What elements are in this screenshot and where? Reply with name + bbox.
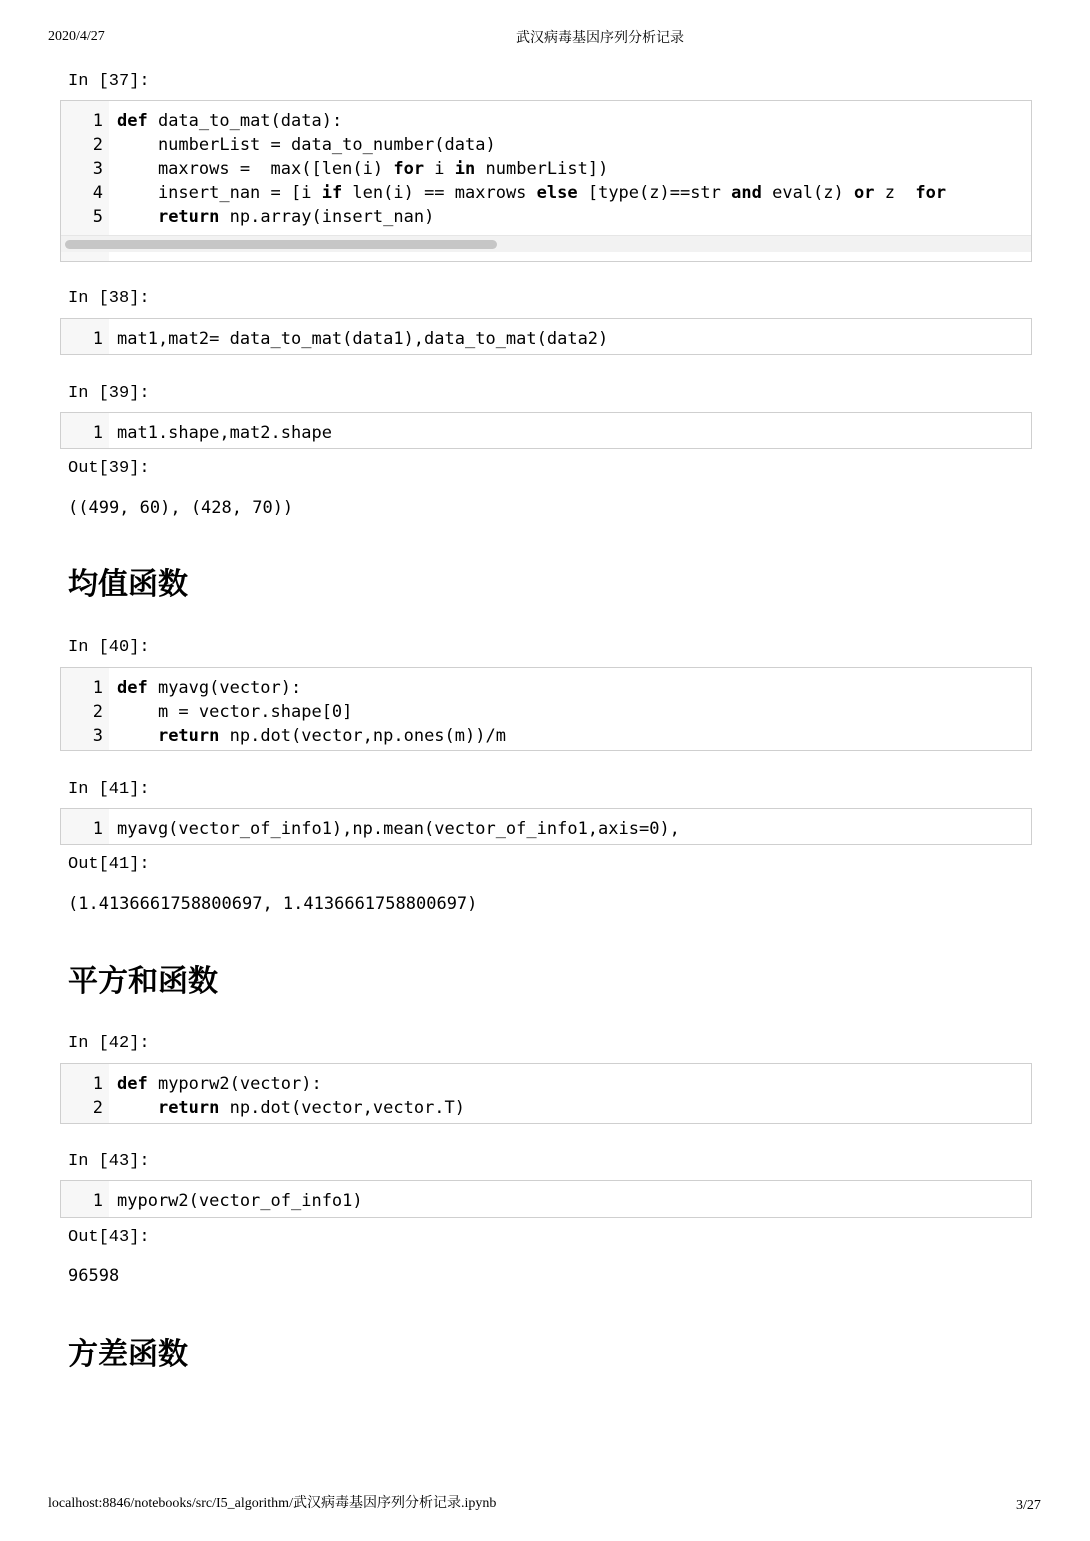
input-prompt-41: In [41]: — [68, 780, 150, 799]
code-editor[interactable] — [109, 1064, 1031, 1123]
code-keyword: def — [117, 1074, 148, 1094]
code-keyword: else — [536, 183, 578, 203]
section-heading-mean: 均值函数 — [68, 567, 188, 602]
code-text: z — [874, 183, 916, 203]
code-cell-39[interactable] — [60, 412, 1032, 449]
code-keyword: def — [117, 678, 148, 698]
code-text: maxrows = max([len(i) — [117, 159, 394, 179]
code-editor[interactable] — [109, 413, 1031, 448]
output-prompt-39: Out[39]: — [68, 459, 150, 478]
code-text — [117, 207, 158, 227]
code-line[interactable] — [117, 1096, 465, 1120]
code-keyword: for — [915, 183, 947, 203]
line-number: 2 — [92, 135, 103, 155]
line-number-gutter — [61, 319, 110, 354]
line-number-gutter — [61, 668, 110, 750]
footer-url: localhost:8846/notebooks/src/I5_algorithm/武汉病毒基因序列分析记录.ipynb — [48, 1496, 497, 1511]
code-cell-42[interactable] — [60, 1063, 1032, 1124]
code-line[interactable] — [117, 133, 496, 157]
line-number: 5 — [92, 207, 103, 227]
scrollbar-thumb[interactable] — [65, 240, 497, 249]
line-number: 4 — [92, 183, 103, 203]
code-editor[interactable] — [109, 319, 1031, 354]
code-text: np.dot(vector,vector.T) — [219, 1098, 466, 1118]
page-number: 3/27 — [1016, 1498, 1041, 1513]
line-number: 1 — [92, 1074, 103, 1094]
code-line[interactable] — [117, 327, 608, 351]
section-heading-sum-of-squares: 平方和函数 — [68, 964, 218, 999]
code-text: i — [424, 159, 455, 179]
line-number: 1 — [92, 678, 103, 698]
code-line[interactable] — [117, 676, 301, 700]
line-number: 1 — [92, 819, 103, 839]
input-prompt-37: In [37]: — [68, 72, 150, 91]
output-prompt-41: Out[41]: — [68, 855, 150, 874]
code-text: len(i) == maxrows — [342, 183, 537, 203]
code-keyword: or — [853, 183, 875, 203]
line-number-gutter — [61, 809, 110, 844]
line-number: 2 — [92, 1098, 103, 1118]
code-cell-38[interactable] — [60, 318, 1032, 355]
code-text — [117, 1098, 158, 1118]
code-text: myavg(vector_of_info1),np.mean(vector_of_info1,axis=0), — [117, 819, 680, 839]
code-keyword: for — [393, 159, 425, 179]
code-text: myporw2(vector_of_info1) — [117, 1191, 363, 1211]
code-cell-41[interactable] — [60, 808, 1032, 845]
code-line[interactable] — [117, 1072, 322, 1096]
code-keyword: and — [731, 183, 762, 203]
code-text: numberList = data_to_number(data) — [117, 135, 496, 155]
code-line[interactable] — [117, 1189, 363, 1213]
code-keyword: in — [454, 159, 476, 179]
code-keyword: return — [157, 207, 220, 227]
input-prompt-39: In [39]: — [68, 384, 150, 403]
code-line[interactable] — [117, 205, 434, 229]
code-text: mat1.shape,mat2.shape — [117, 423, 332, 443]
code-line[interactable] — [117, 157, 608, 181]
output-prompt-43: Out[43]: — [68, 1228, 150, 1247]
code-line[interactable] — [117, 817, 680, 841]
output-39: ((499, 60), (428, 70)) — [68, 498, 294, 518]
code-text: np.dot(vector,np.ones(m))/m — [219, 726, 506, 746]
code-line[interactable] — [117, 109, 342, 133]
print-date: 2020/4/27 — [48, 29, 105, 44]
input-prompt-43: In [43]: — [68, 1152, 150, 1171]
line-number-gutter — [61, 1064, 110, 1123]
line-number-gutter — [61, 413, 110, 448]
line-number: 2 — [92, 702, 103, 722]
code-text: eval(z) — [761, 183, 854, 203]
line-number: 1 — [92, 329, 103, 349]
code-text: np.array(insert_nan) — [219, 207, 435, 227]
line-number-gutter — [61, 1181, 110, 1217]
code-keyword: return — [157, 1098, 220, 1118]
code-keyword: def — [117, 111, 148, 131]
line-number: 3 — [92, 159, 103, 179]
code-text: myporw2(vector): — [147, 1074, 322, 1094]
code-text: myavg(vector): — [147, 678, 302, 698]
code-editor[interactable] — [109, 1181, 1031, 1217]
document-title: 武汉病毒基因序列分析记录 — [516, 31, 684, 46]
code-editor[interactable] — [109, 809, 1031, 844]
code-text — [117, 726, 158, 746]
code-text: data_to_mat(data): — [147, 111, 343, 131]
line-number: 3 — [92, 726, 103, 746]
code-text: insert_nan = [i — [117, 183, 322, 203]
code-text: [type(z)==str — [577, 183, 732, 203]
code-editor[interactable] — [109, 668, 1031, 750]
input-prompt-42: In [42]: — [68, 1034, 150, 1053]
code-line[interactable] — [117, 700, 352, 724]
line-number: 1 — [92, 423, 103, 443]
horizontal-scrollbar[interactable] — [61, 235, 1031, 252]
input-prompt-40: In [40]: — [68, 638, 150, 657]
code-line[interactable] — [117, 724, 506, 748]
code-text: mat1,mat2= data_to_mat(data1),data_to_mat(data2) — [117, 329, 609, 349]
line-number: 1 — [92, 111, 103, 131]
line-number: 1 — [92, 1191, 103, 1211]
code-keyword: return — [157, 726, 220, 746]
output-41: (1.4136661758800697, 1.4136661758800697) — [68, 894, 478, 914]
section-heading-variance: 方差函数 — [68, 1337, 188, 1372]
input-prompt-38: In [38]: — [68, 289, 150, 308]
code-cell-43[interactable] — [60, 1180, 1032, 1218]
code-cell-40[interactable] — [60, 667, 1032, 751]
code-text: numberList]) — [475, 159, 609, 179]
code-line[interactable] — [117, 181, 946, 205]
code-keyword: if — [321, 183, 343, 203]
output-43: 96598 — [68, 1266, 120, 1286]
code-cell-37[interactable] — [60, 100, 1032, 262]
code-text: m = vector.shape[0] — [117, 702, 353, 722]
code-line[interactable] — [117, 421, 332, 445]
